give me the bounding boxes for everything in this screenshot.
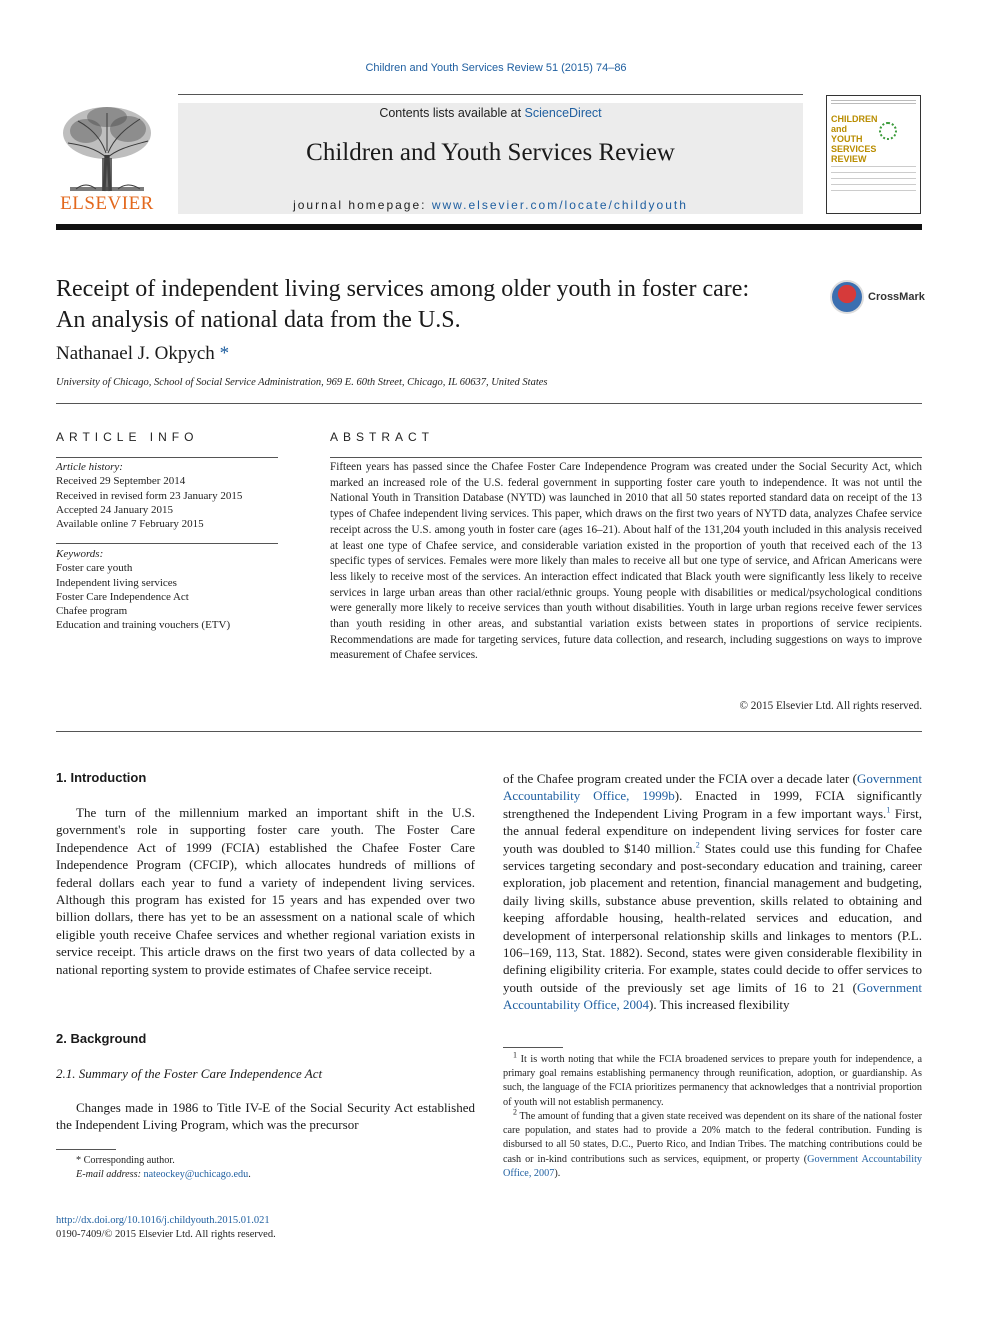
article-info-heading: ARTICLE INFO <box>56 430 199 444</box>
cover-emblem-icon <box>879 122 897 140</box>
background-paragraph: Changes made in 1986 to Title IV-E of the Social Security Act established the Independent Living Program, which was the precursor <box>56 1100 475 1133</box>
cover-top-bar <box>831 100 916 104</box>
cover-title <box>831 114 878 164</box>
cover-title-line: and <box>831 124 848 134</box>
title-line-2: An analysis of national data from the U.S. <box>56 307 461 333</box>
header-rule <box>178 94 803 95</box>
affiliation-rule <box>56 403 922 404</box>
corresponding-author-mark[interactable]: * <box>219 343 230 364</box>
keyword-item: Education and training vouchers (ETV) <box>56 619 231 632</box>
section-heading-background: 2. Background <box>56 1031 147 1046</box>
affiliation: University of Chicago, School of Social Service Administration, 969 E. 60th Street, Chicago, IL 60637, United States <box>56 377 548 388</box>
introduction-paragraph: The turn of the millennium marked an important shift in the U.S. government's role in supporting foster care youth. The Foster Care Independence Act of 1999 (FCIA) established the Chafee Foster Care Independence Program (CFCIP), which allocates hundreds of millions of federal dollars each year to fund a variety of independent living services. Although this program has existed for 15 years and has expended over two billion dollars, there has yet to be an assessment on a national scale of which eligible youth receive Chafee services and whether regional variation exists in service receipt. This article draws on the first two years of data collected by a national reporting system to provide estimates of Chafee service receipt. <box>56 805 475 977</box>
article-info-rule <box>56 457 278 458</box>
history-item: Received 29 September 2014 <box>56 475 186 488</box>
homepage-prefix: journal homepage: <box>293 198 432 212</box>
crossmark-badge[interactable] <box>830 280 930 316</box>
section-heading-introduction: 1. Introduction <box>56 770 147 785</box>
journal-cover-thumbnail[interactable] <box>826 95 921 214</box>
text-run: ). This increased flexibility <box>648 997 790 1013</box>
keyword-item: Foster care youth <box>56 562 133 575</box>
elsevier-logo[interactable] <box>56 103 158 215</box>
doi-link[interactable]: http://dx.doi.org/10.1016/j.childyouth.2015.01.021 <box>56 1215 270 1226</box>
cover-text-lines <box>831 166 916 196</box>
crossmark-icon <box>830 280 864 314</box>
footnote-2 <box>503 1107 922 1181</box>
text-run: of the Chafee program created under the FCIA over a decade later ( <box>503 771 858 786</box>
author-line <box>56 343 229 365</box>
footnote-text: It is worth noting that while the FCIA broadened services to prepare youth for independence, a primary goal remains establishing permanency through reunification, adoption, or guardianship. As such, the language of the FCIA prioritizes permanency that acknowledges that a nontrivial proportion of youth will not establish permanency. <box>503 1054 923 1108</box>
email-end: . <box>248 1169 251 1181</box>
subsection-heading: 2.1. Summary of the Foster Care Independence Act <box>56 1066 323 1081</box>
keywords-rule <box>56 543 278 544</box>
email-label: E-mail address: <box>76 1169 141 1181</box>
contents-prefix: Contents lists available at <box>379 106 525 120</box>
cover-title-line: CHILDREN <box>831 114 878 124</box>
keywords-label: Keywords: <box>56 548 104 560</box>
right-column-paragraph <box>503 770 922 1014</box>
corresponding-mark: * <box>76 1155 82 1166</box>
cover-title-line: REVIEW <box>831 154 867 164</box>
history-item: Available online 7 February 2015 <box>56 518 204 531</box>
abstract-copyright: © 2015 Elsevier Ltd. All rights reserved. <box>739 700 922 712</box>
footnote-link-2[interactable]: 2 <box>695 840 700 850</box>
keywords <box>56 547 278 633</box>
journal-banner <box>178 103 803 214</box>
text-run: States could use this funding for Chafee services targeting secondary and post-secondary education and training, career exploration, job placement and retention, financial management and budgeting, daily living skills, substance abuse prevention, skills related to obtaining and keeping affordable housing, health-related services and education, and development of interpersonal relationship skills and linkages to mentors (P.L. 106–169, 113, Stat. 1882). Second, states were given considerable flexibility in defining eligibility criteria. For example, states could decide to offer services to youth outside of the previously set age limits of 16 to 21 ( <box>503 840 922 995</box>
corresponding-rule <box>56 1149 116 1150</box>
journal-name: Children and Youth Services Review <box>306 139 675 166</box>
email-link[interactable]: nateockey@uchicago.edu <box>143 1169 249 1181</box>
elsevier-wordmark: ELSEVIER <box>60 193 154 214</box>
citation-link[interactable]: Government Accountability Office, 2004 <box>503 979 922 1013</box>
contents-line <box>178 106 803 120</box>
cover-title-line: SERVICES <box>831 144 877 154</box>
issn-copyright: 0190-7409/© 2015 Elsevier Ltd. All rights reserved. <box>56 1229 276 1240</box>
article-title <box>56 274 816 336</box>
corresponding-label: Corresponding author. <box>83 1155 175 1166</box>
article-history <box>56 460 278 531</box>
title-line-1: Receipt of independent living services among older youth in foster care: <box>56 276 750 302</box>
citation-link[interactable]: Government Accountability Office, 2007 <box>503 1153 922 1179</box>
text-run: ). Enacted in 1999, FCIA significantly strengthened the Independent Living Program in a few important ways. <box>503 788 922 821</box>
tree-icon <box>56 103 158 193</box>
footnote-mark: 1 <box>513 1050 517 1060</box>
citation-link[interactable]: Government Accountability Office, 1999b <box>503 771 922 804</box>
footnote-text-end: ). <box>554 1167 561 1179</box>
history-label: Article history: <box>56 461 123 473</box>
keyword-item: Independent living services <box>56 576 177 589</box>
journal-homepage <box>178 198 803 212</box>
abstract-heading: ABSTRACT <box>330 430 435 444</box>
header-thick-rule <box>56 224 922 230</box>
keyword-item: Chafee program <box>56 605 128 618</box>
footnote-1 <box>503 1050 923 1110</box>
history-item: Received in revised form 23 January 2015 <box>56 489 243 502</box>
footnote-link-1[interactable]: 1 <box>886 805 891 815</box>
history-item: Accepted 24 January 2015 <box>56 503 173 516</box>
crossmark-label: CrossMark <box>868 291 925 303</box>
sciencedirect-link[interactable]: ScienceDirect <box>524 106 602 120</box>
homepage-link[interactable]: www.elsevier.com/locate/childyouth <box>431 198 688 212</box>
keyword-item: Foster Care Independence Act <box>56 590 189 603</box>
footnote-text: The amount of funding that a given state received was dependent on its share of the national foster care population, and states had to provide a 20% match to the federal contribution. Funding is disbursed to all 50 states, D.C., Puerto Rico, and Indian Tribes. The matching contributions could be cash or in-kind contributions such as services, equipment, or property ( <box>503 1111 922 1165</box>
corresponding-author-note <box>56 1154 475 1183</box>
text-run: First, the annual federal expenditure on independent living services for foster care youth was doubled to $140 million. <box>503 805 923 856</box>
cover-title-line: YOUTH <box>831 134 863 144</box>
abstract-end-rule <box>56 731 922 732</box>
journal-citation[interactable]: Children and Youth Services Review 51 (2015) 74–86 <box>365 62 627 74</box>
abstract-rule <box>330 457 922 458</box>
footnote-rule <box>503 1047 563 1048</box>
footnote-mark: 2 <box>513 1107 517 1117</box>
author-name: Nathanael J. Okpych <box>56 343 215 364</box>
abstract-text: Fifteen years has passed since the Chafee Foster Care Independence Program was created under the Social Security Act, which marked an increased role of the U.S. federal government in supporting foster care youth to independence. It was not until the National Youth in Transition Database (NYTD) was launched in 2010 that all 50 states reported standard data on receipt of the 13 types of Chafee independent living services. This paper, which draws on the first two years of NYTD data, analyzes Chafee service receipt across the U.S. among youth in foster care (ages 16–21). About half of the 131,204 youth included in this analysis received at least one type of Chafee service, and considerable variation existed in the proportion of youth that received each of the 13 specific types of services. Females were more likely than males to receive all but one type of service, and African Americans were less likely to receive most of the services. An interaction effect indicated that Black youth were significantly less likely to receive services in large urban areas than other racial/ethnic groups. Young people with disabilities or medical/psychological conditions were generally more likely to receive services than youth without disabilities. Youth in large urban regions receive fewer services than youth residing in other areas, and substantial variation exists between states in proportions of service recipients. Recommendations are made for targeting services, future data collection, and research, including suggestions on ways to improve measurement of Chafee services. <box>330 461 922 662</box>
